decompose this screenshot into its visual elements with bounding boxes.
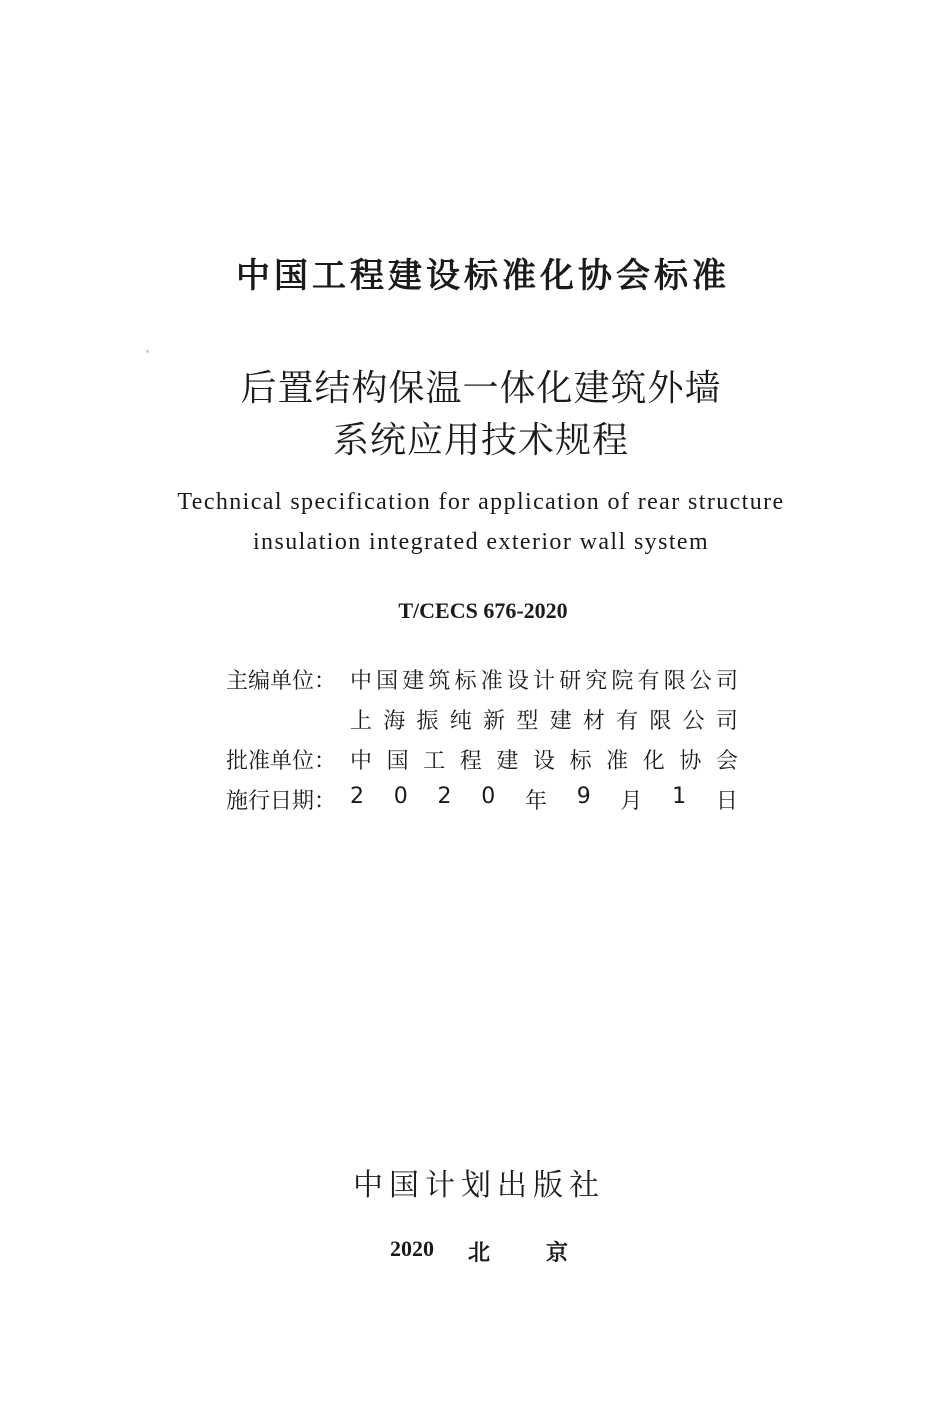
- chief-unit-1-char: 国: [376, 669, 399, 694]
- chief-unit-1-char: 计: [532, 669, 555, 694]
- approval-unit-char: 标: [569, 749, 592, 774]
- chief-unit-1-char: 筑: [428, 669, 451, 694]
- approval-unit-char: 准: [606, 749, 629, 774]
- chief-unit-1-char: 准: [480, 669, 503, 694]
- chief-unit-1-char: 设: [506, 669, 529, 694]
- date-char: 月: [620, 789, 643, 814]
- chief-unit-2-char: 限: [649, 709, 672, 734]
- approval-unit: [350, 744, 738, 775]
- chief-unit-2-char: 上: [350, 709, 373, 734]
- chief-unit-1: [350, 664, 738, 695]
- chief-unit-2-char: 海: [383, 709, 406, 734]
- approval-row: [226, 744, 746, 774]
- chief-unit-1-char: 建: [402, 669, 425, 694]
- date-char: 0: [393, 784, 408, 809]
- approval-unit-char: 中: [350, 749, 373, 774]
- standard-code: T/CECS 676-2020: [398, 598, 568, 623]
- date-char: 日: [715, 789, 738, 814]
- date-value: [350, 784, 738, 815]
- approval-unit-char: 化: [642, 749, 665, 774]
- title-zh-line-2: 系统应用技术规程: [332, 420, 629, 461]
- city-char-2: 京: [546, 1241, 569, 1266]
- publisher: 中国计划出版社: [353, 1168, 605, 1203]
- approval-unit-char: 协: [679, 749, 702, 774]
- chief-unit-2: [350, 704, 738, 735]
- chief-unit-row-2: [226, 704, 746, 734]
- date-char: 0: [481, 784, 496, 809]
- chief-unit-1-char: 中: [350, 669, 373, 694]
- scan-speck: [146, 350, 149, 353]
- chief-unit-1-char: 限: [663, 669, 686, 694]
- chief-unit-2-char: 振: [416, 709, 439, 734]
- date-char: 1: [672, 784, 687, 809]
- date-row: [226, 784, 746, 814]
- chief-unit-1-char: 究: [585, 669, 608, 694]
- date-char: 2: [350, 784, 364, 809]
- title-en-line-2: insulation integrated exterior wall system: [252, 529, 710, 555]
- chief-label: 主编单位：: [226, 669, 337, 694]
- approval-unit-char: 设: [532, 749, 555, 774]
- chief-unit-2-char: 纯: [449, 709, 472, 734]
- approval-unit-char: 建: [496, 749, 519, 774]
- chief-unit-1-char: 标: [454, 669, 477, 694]
- approval-unit-char: 工: [423, 749, 446, 774]
- chief-unit-2-char: 公: [682, 709, 705, 734]
- city-char-1: 北: [468, 1241, 491, 1266]
- chief-unit-2-char: 建: [549, 709, 572, 734]
- chief-unit-1-char: 有: [637, 669, 660, 694]
- approval-unit-char: 程: [459, 749, 482, 774]
- approval-label: 批准单位：: [226, 749, 337, 774]
- date-char: 9: [576, 784, 591, 809]
- publication-year: 2020: [390, 1236, 434, 1261]
- chief-unit-1-char: 院: [611, 669, 634, 694]
- title-zh-line-1: 后置结构保温一体化建筑外墙: [240, 368, 722, 409]
- date-label: 施行日期：: [226, 789, 337, 814]
- chief-unit-2-char: 有: [616, 709, 639, 734]
- series-title: 中国工程建设标准化协会标准: [236, 256, 730, 296]
- chief-unit-2-char: 司: [715, 709, 738, 734]
- date-char: 2: [437, 784, 452, 809]
- chief-unit-1-char: 公: [689, 669, 712, 694]
- chief-unit-2-char: 型: [516, 709, 539, 734]
- chief-unit-1-char: 司: [715, 669, 738, 694]
- approval-unit-char: 国: [386, 749, 409, 774]
- publication-place: [390, 1236, 569, 1266]
- chief-unit-2-char: 材: [582, 709, 605, 734]
- date-char: 年: [524, 789, 547, 814]
- approval-unit-char: 会: [715, 749, 738, 774]
- chief-unit-row-1: [226, 664, 746, 694]
- chief-unit-1-char: 研: [559, 669, 582, 694]
- chief-unit-2-char: 新: [483, 709, 506, 734]
- title-en-line-1: Technical specification for application of rear structure: [177, 489, 785, 515]
